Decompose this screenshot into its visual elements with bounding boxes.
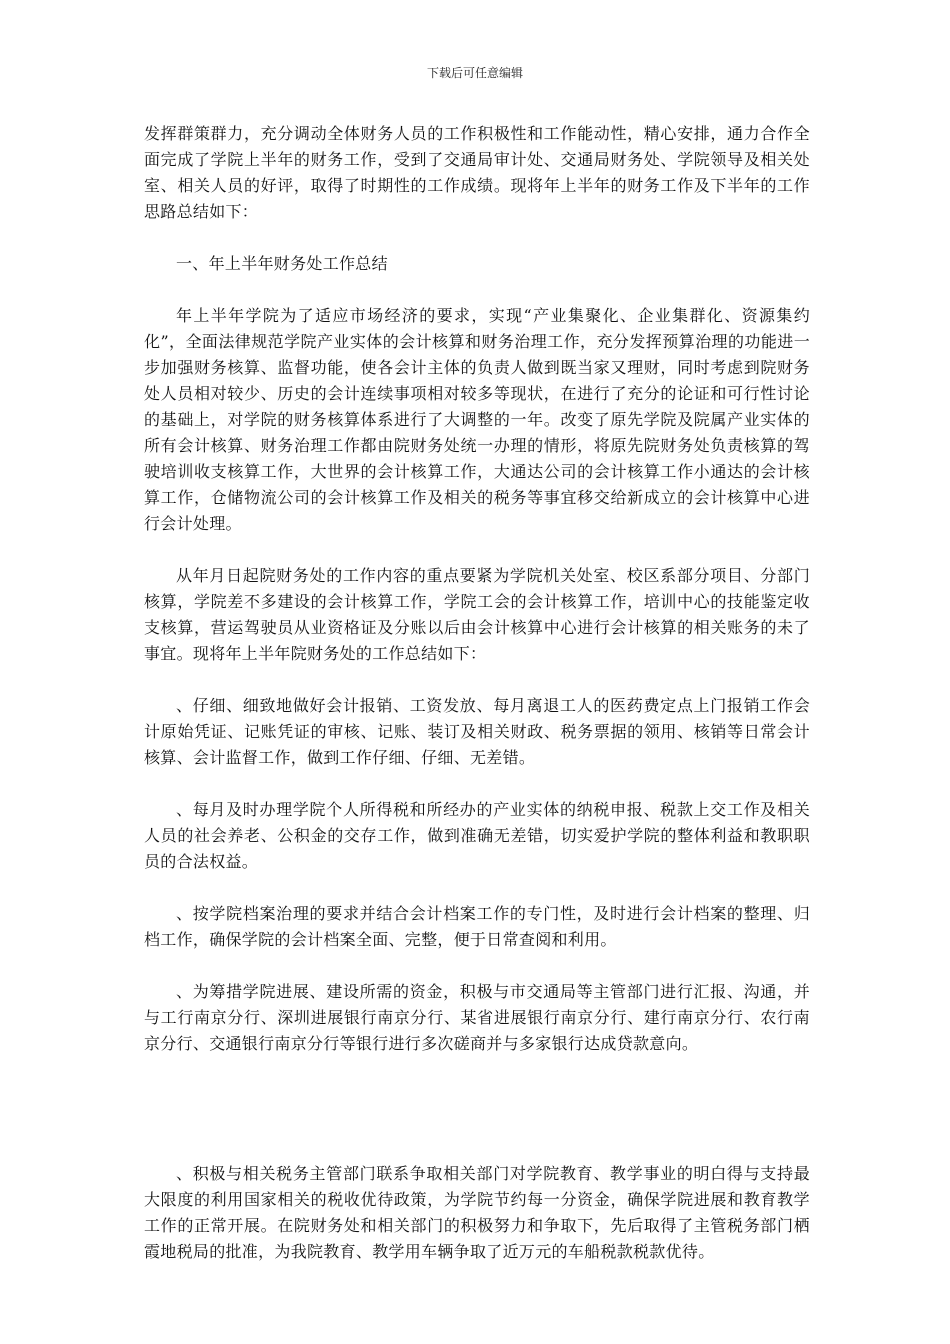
list-item-funding: 、为筹措学院进展、建设所需的资金，积极与市交通局等主管部门进行汇报、沟通，并与工行南京分行、深圳进展银行南京分行、某省进展银行南京分行、建行南京分行、农行南京分行、交通银行南京分行等银行进行多次磋商并与多家银行达成贷款意向。 (144, 982, 810, 1053)
list-item-accounting: 、仔细、细致地做好会计报销、工资发放、每月离退工人的医药费定点上门报销工作会计原始凭证、记账凭证的审核、记账、装订及相关财政、税务票据的领用、核销等日常会计核算、会计监督工作，做到工作仔细、仔细、无差错。 (144, 696, 810, 767)
document-body (144, 121, 810, 1265)
paragraph-work-focus: 从年月日起院财务处的工作内容的重点要紧为学院机关处室、校区系部分项目、分部门核算，学院差不多建设的会计核算工作，学院工会的会计核算工作，培训中心的技能鉴定收支核算，营运驾驶员从业资格证及分账以后由会计核算中心进行会计核算的相关账务的未了事宜。现将年上半年院财务处的工作总结如下： (144, 566, 810, 663)
page-header: 下载后可任意编辑 (426, 66, 523, 80)
section-heading: 一、年上半年财务处工作总结 (176, 254, 388, 273)
list-item-archives: 、按学院档案治理的要求并结合会计档案工作的专门性，及时进行会计档案的整理、归档工作，确保学院的会计档案全面、完整，便于日常查阅和利用。 (144, 904, 810, 949)
intro-paragraph: 发挥群策群力，充分调动全体财务人员的工作积极性和工作能动性，精心安排，通力合作全面完成了学院上半年的财务工作，受到了交通局审计处、交通局财务处、学院领导及相关处室、相关人员的好评，取得了时期性的工作成绩。现将年上半年的财务工作及下半年的工作思路总结如下： (144, 124, 810, 221)
paragraph-restructure: 年上半年学院为了适应市场经济的要求，实现“产业集聚化、企业集群化、资源集约化”，全面法律规范学院产业实体的会计核算和财务治理工作，充分发挥预算治理的功能进一步加强财务核算、监督功能，使各会计主体的负责人做到既当家又理财，同时考虑到院财务处人员相对较少、历史的会计连续事项相对较多等现状，在进行了充分的论证和可行性讨论的基础上，对学院的财务核算体系进行了大调整的一年。改变了原先学院及院属产业实体的所有会计核算、财务治理工作都由院财务处统一办理的情形，将原先院财务处负责核算的驾驶培训收支核算工作，大世界的会计核算工作，大通达公司的会计核算工作小通达的会计核算工作，仓储物流公司的会计核算工作及相关的税务等事宜移交给新成立的会计核算中心进行会计处理。 (144, 306, 810, 533)
list-item-tax: 、每月及时办理学院个人所得税和所经办的产业实体的纳税申报、税款上交工作及相关人员的社会养老、公积金的交存工作，做到准确无差错，切实爱护学院的整体利益和教职职员的合法权益。 (144, 800, 810, 871)
list-item-tax-policy: 、积极与相关税务主管部门联系争取相关部门对学院教育、教学事业的明白得与支持最大限度的利用国家相关的税收优待政策，为学院节约每一分资金，确保学院进展和教育教学工作的正常开展。在院财务处和相关部门的积极努力和争取下，先后取得了主管税务部门栖霞地税局的批准，为我院教育、教学用车辆争取了近万元的车船税款税款优待。 (144, 1164, 810, 1261)
